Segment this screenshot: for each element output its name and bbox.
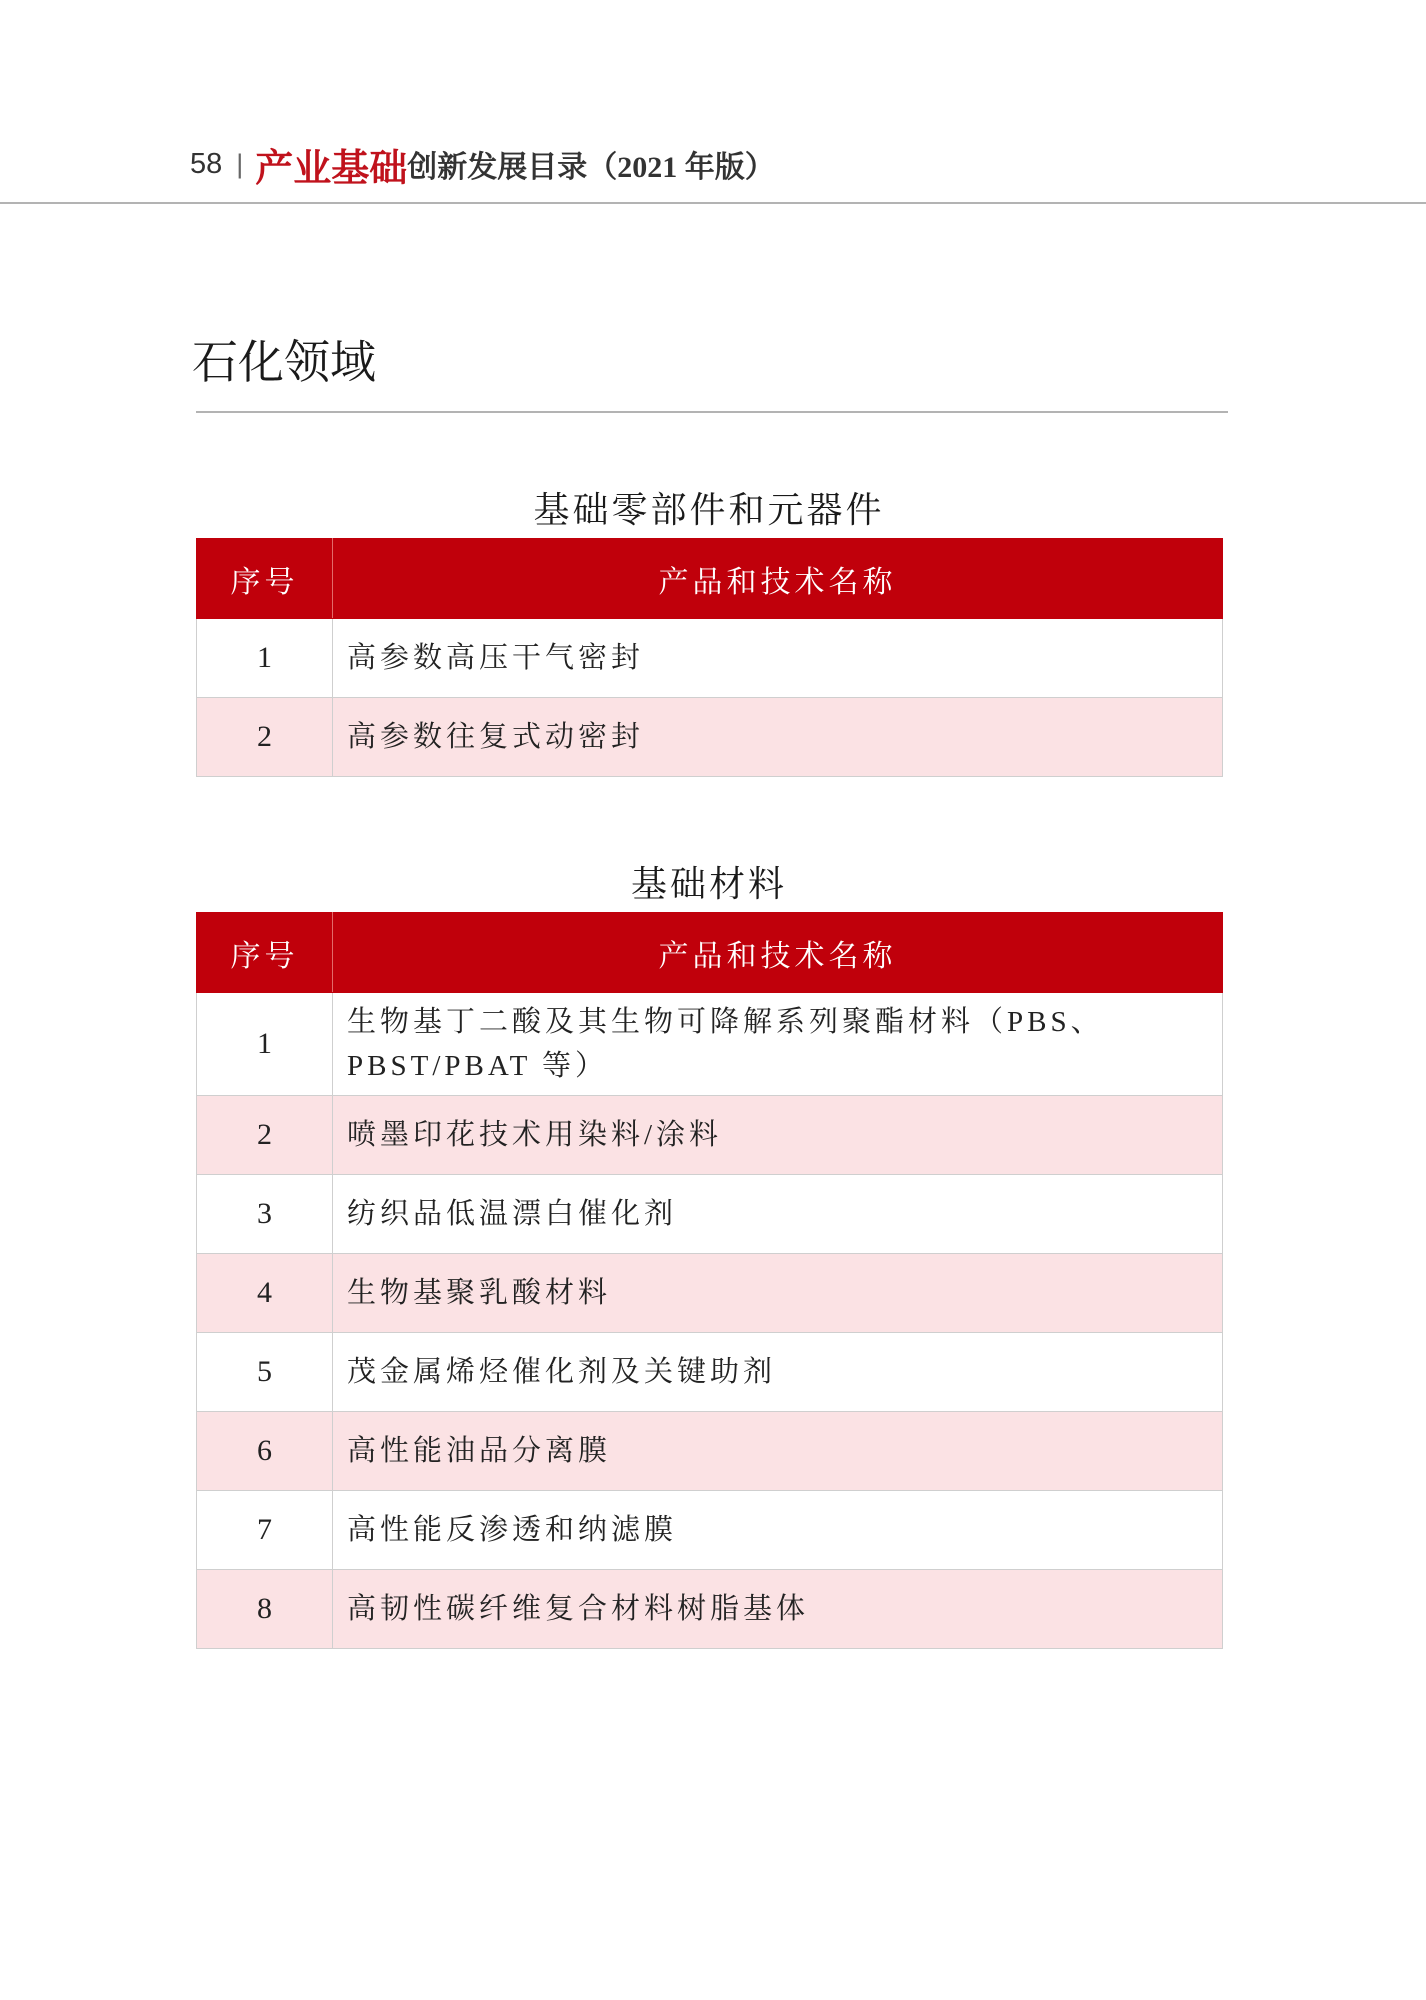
- row-product-name: 高参数高压干气密封: [333, 619, 1223, 698]
- row-number: 2: [197, 698, 333, 777]
- table-materials: [196, 912, 1223, 1649]
- row-number: 7: [197, 1491, 333, 1570]
- row-product-name: 高性能油品分离膜: [333, 1412, 1223, 1491]
- column-header-name: 产品和技术名称: [333, 913, 1223, 993]
- column-header-no: 序号: [197, 539, 333, 619]
- table-row: [197, 698, 1223, 777]
- running-header: [190, 138, 775, 190]
- row-product-name: 茂金属烯烃催化剂及关键助剂: [333, 1333, 1223, 1412]
- table-row: [197, 1570, 1223, 1649]
- section-title: 石化领域: [192, 335, 376, 389]
- row-number: 3: [197, 1175, 333, 1254]
- row-product-name: 高韧性碳纤维复合材料树脂基体: [333, 1570, 1223, 1649]
- section-rule: [196, 411, 1228, 413]
- table-header-row: [197, 913, 1223, 993]
- column-header-name: 产品和技术名称: [333, 539, 1223, 619]
- table-caption-components: 基础零部件和元器件: [533, 490, 885, 530]
- table-row: [197, 619, 1223, 698]
- table-row: [197, 993, 1223, 1096]
- row-number: 4: [197, 1254, 333, 1333]
- table-components: [196, 538, 1223, 777]
- header-title-accent: 产业基础: [255, 147, 408, 190]
- row-product-name: 喷墨印花技术用染料/涂料: [333, 1096, 1223, 1175]
- row-product-name: 高参数往复式动密封: [333, 698, 1223, 777]
- table-row: [197, 1254, 1223, 1333]
- table-row: [197, 1175, 1223, 1254]
- table-row: [197, 1096, 1223, 1175]
- row-number: 5: [197, 1333, 333, 1412]
- table-caption-materials: 基础材料: [630, 864, 787, 904]
- row-number: 1: [197, 993, 333, 1096]
- table-row: [197, 1491, 1223, 1570]
- row-number: 2: [197, 1096, 333, 1175]
- row-product-name: 生物基丁二酸及其生物可降解系列聚酯材料（PBS、PBST/PBAT 等）: [333, 993, 1223, 1096]
- row-number: 8: [197, 1570, 333, 1649]
- row-number: 6: [197, 1412, 333, 1491]
- table-row: [197, 1333, 1223, 1412]
- column-header-no: 序号: [197, 913, 333, 993]
- header-separator: |: [236, 148, 244, 179]
- table-row: [197, 1412, 1223, 1491]
- header-title-rest: 创新发展目录（2021 年版）: [407, 151, 775, 184]
- row-product-name: 生物基聚乳酸材料: [333, 1254, 1223, 1333]
- header-rule: [0, 202, 1426, 204]
- row-product-name: 高性能反渗透和纳滤膜: [333, 1491, 1223, 1570]
- table-header-row: [197, 539, 1223, 619]
- row-number: 1: [197, 619, 333, 698]
- row-product-name: 纺织品低温漂白催化剂: [333, 1175, 1223, 1254]
- page-number: 58: [190, 147, 223, 180]
